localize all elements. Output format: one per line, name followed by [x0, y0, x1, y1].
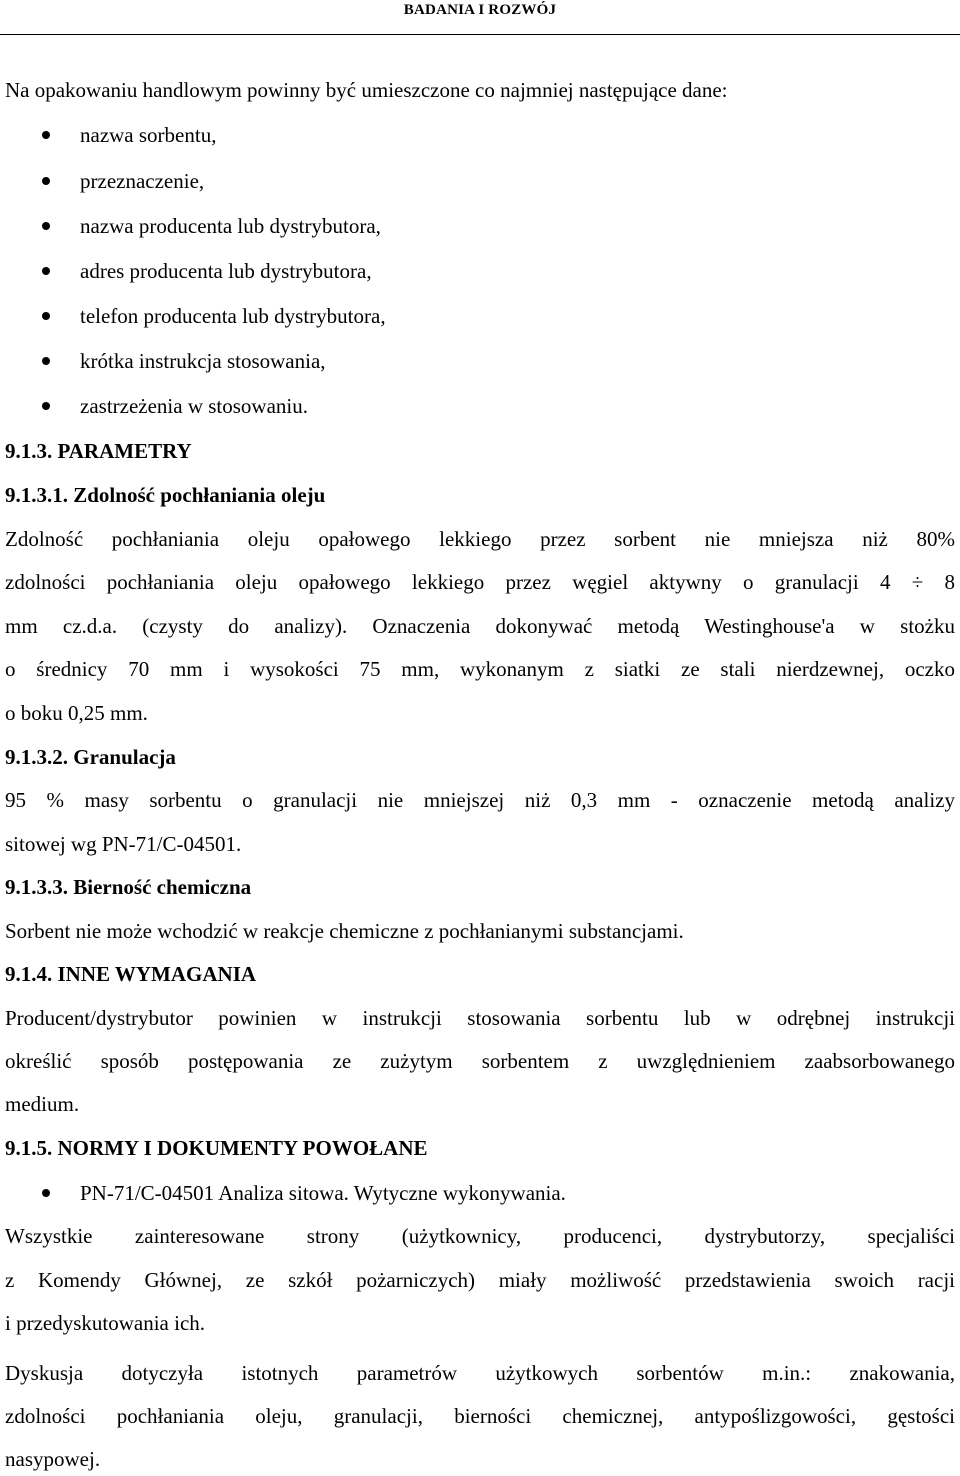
list-item: nazwa producenta lub dystrybutora,: [80, 214, 381, 238]
list-item: PN-71/C-04501 Analiza sitowa. Wytyczne wykonywania.: [80, 1181, 566, 1205]
list-item: zastrzeżenia w stosowaniu.: [80, 394, 308, 418]
paragraph-line: Zdolność pochłaniania oleju opałowego lekkiego przez sorbent nie mniejsza niż 80%: [5, 527, 955, 551]
list-item: nazwa sorbentu,: [80, 123, 217, 147]
section-number: 9.1.3.3.: [5, 875, 68, 899]
section-title: Zdolność pochłaniania oleju: [73, 483, 326, 507]
section-number: 9.1.3.2.: [5, 745, 68, 769]
paragraph-line: 95 % masy sorbentu o granulacji nie mniejszej niż 0,3 mm - oznaczenie metodą analizy: [5, 788, 955, 812]
paragraph-line: z Komendy Głównej, ze szkół pożarniczych) miały możliwość przedstawienia swoich racji: [5, 1268, 955, 1292]
paragraph-line: Sorbent nie może wchodzić w reakcje chemiczne z pochłanianymi substancjami.: [5, 919, 684, 943]
paragraph-line: określić sposób postępowania ze zużytym sorbentem z uwzględnieniem zaabsorbowanego: [5, 1049, 955, 1073]
bullet-dot: [42, 357, 50, 365]
paragraph-line: Producent/dystrybutor powinien w instrukcji stosowania sorbentu lub w odrębnej instrukcji: [5, 1006, 955, 1030]
list-item: telefon producenta lub dystrybutora,: [80, 304, 386, 328]
paragraph-line: Wszystkie zainteresowane strony (użytkownicy, producenci, dystrybutorzy, specjaliści: [5, 1224, 955, 1248]
section-title: NORMY I DOKUMENTY POWOŁANE: [57, 1136, 428, 1160]
header-rule: [0, 34, 960, 35]
section-number: 9.1.3.1.: [5, 483, 68, 507]
bullet-dot: [42, 402, 50, 410]
section-number: 9.1.4.: [5, 962, 53, 986]
paragraph-line: zdolności pochłaniania oleju opałowego lekkiego przez węgiel aktywny o granulacji 4 ÷ 8: [5, 570, 955, 594]
section-heading: [5, 438, 192, 464]
intro-text: Na opakowaniu handlowym powinny być umieszczone co najmniej następujące dane:: [5, 78, 728, 102]
list-item: adres producenta lub dystrybutora,: [80, 259, 372, 283]
bullet-dot: [42, 177, 50, 185]
section-title: INNE WYMAGANIA: [57, 962, 257, 986]
paragraph-line: o średnicy 70 mm i wysokości 75 mm, wykonanym z siatki ze stali nierdzewnej, oczko: [5, 657, 955, 681]
section-heading: [5, 874, 251, 900]
list-item: przeznaczenie,: [80, 169, 205, 193]
section-heading: [5, 744, 176, 770]
paragraph-line: mm cz.d.a. (czysty do analizy). Oznaczenia dokonywać metodą Westinghouse'a w stożku: [5, 614, 955, 638]
section-number: 9.1.3.: [5, 439, 53, 463]
bullet-dot: [42, 312, 50, 320]
bullet-dot: [42, 1189, 50, 1197]
section-title: Bierność chemiczna: [73, 875, 252, 899]
bullet-dot: [42, 131, 50, 139]
section-title: PARAMETRY: [57, 439, 192, 463]
paragraph-line: zdolności pochłaniania oleju, granulacji, bierności chemicznej, antypoślizgowości, gęstości: [5, 1404, 955, 1428]
bullet-dot: [42, 267, 50, 275]
paragraph-line: nasypowej.: [5, 1447, 101, 1471]
list-item: krótka instrukcja stosowania,: [80, 349, 326, 373]
section-number: 9.1.5.: [5, 1136, 53, 1160]
section-title: Granulacja: [73, 745, 176, 769]
paragraph-line: medium.: [5, 1092, 80, 1116]
section-heading: [5, 1135, 428, 1161]
bullet-dot: [42, 222, 50, 230]
paragraph-line: Dyskusja dotyczyła istotnych parametrów użytkowych sorbentów m.in.: znakowania,: [5, 1361, 955, 1385]
paragraph-line: i przedyskutowania ich.: [5, 1311, 206, 1335]
section-heading: [5, 482, 325, 508]
paragraph-line: sitowej wg PN-71/C-04501.: [5, 832, 242, 856]
paragraph-line: o boku 0,25 mm.: [5, 701, 148, 725]
section-heading: [5, 961, 256, 987]
page-header: BADANIA I ROZWÓJ: [403, 2, 557, 18]
